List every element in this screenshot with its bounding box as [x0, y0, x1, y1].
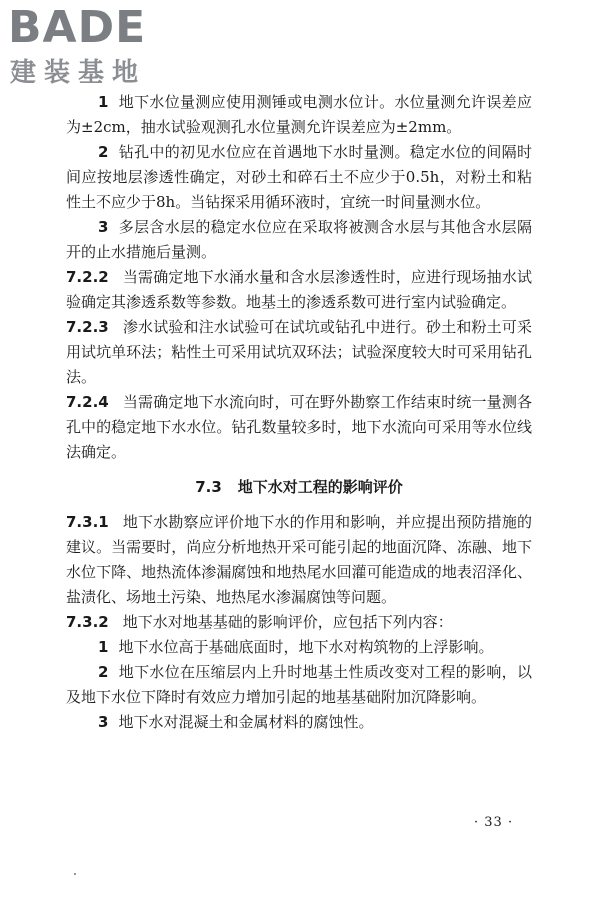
logo-subtitle: 建装基地: [10, 58, 147, 88]
item-number: 1: [98, 93, 109, 111]
document-body: [66, 90, 532, 735]
clause-paragraph: [66, 510, 532, 610]
bade-logo: [8, 4, 180, 90]
section-heading: [66, 475, 532, 500]
clause-text: 当需确定地下水涌水量和含水层渗透性时，应进行现场抽水试验确定其渗透系数等参数。地基土的渗透系数可进行室内试验确定。: [66, 268, 532, 311]
clause-text: 地下水勘察应评价地下水的作用和影响，并应提出预防措施的建议。当需要时，尚应分析地热开采可能引起的地面沉降、冻融、地下水位下降、地热流体渗漏腐蚀和地热尾水回灌可能造成的地表沼泽化、盐渍化、场地土污染、地热尾水渗漏腐蚀等问题。: [66, 513, 532, 606]
clause-paragraph: [66, 315, 532, 390]
item-paragraph: [66, 710, 532, 735]
item-paragraph: [66, 635, 532, 660]
item-number: 2: [98, 663, 109, 681]
clause-paragraph: [66, 610, 532, 635]
item-number: 3: [98, 713, 109, 731]
section-number: 7.3: [195, 478, 222, 496]
item-paragraph: [66, 90, 532, 140]
item-paragraph: [66, 660, 532, 710]
item-text: 多层含水层的稳定水位应在采取将被测含水层与其他含水层隔开的止水措施后量测。: [66, 218, 532, 261]
clause-number: 7.2.3: [66, 318, 109, 336]
item-text: 地下水位在压缩层内上升时地基土性质改变对工程的影响，以及地下水位下降时有效应力增加引起的地基基础附加沉降影响。: [66, 663, 532, 706]
item-text: 地下水对混凝土和金属材料的腐蚀性。: [118, 713, 374, 731]
item-paragraph: [66, 215, 532, 265]
clause-paragraph: [66, 265, 532, 315]
scan-speck: [74, 873, 76, 875]
clause-text: 当需确定地下水流向时，可在野外勘察工作结束时统一量测各孔中的稳定地下水水位。钻孔数量较多时，地下水流向可采用等水位线法确定。: [66, 393, 532, 461]
page-number: · 33 ·: [474, 815, 514, 830]
clause-number: 7.3.2: [66, 613, 109, 631]
item-paragraph: [66, 140, 532, 215]
logo-brand: BADE: [8, 2, 147, 53]
clause-paragraph: [66, 390, 532, 465]
clause-number: 7.3.1: [66, 513, 109, 531]
item-text: 地下水位量测应使用测锤或电测水位计。水位量测允许误差应为±2cm，抽水试验观测孔水位量测允许误差应为±2mm。: [66, 93, 532, 136]
item-text: 钻孔中的初见水位应在首遇地下水时量测。稳定水位的间隔时间应按地层渗透性确定，对砂土和碎石土不应少于0.5h，对粉土和粘性土不应少于8h。当钻探采用循环液时，宜统一时间量测水位。: [66, 143, 532, 211]
item-number: 2: [98, 143, 109, 161]
clause-text: 地下水对地基基础的影响评价，应包括下列内容：: [122, 613, 453, 631]
item-number: 1: [98, 638, 109, 656]
item-number: 3: [98, 218, 109, 236]
section-title: 地下水对工程的影响评价: [237, 478, 403, 496]
clause-number: 7.2.2: [66, 268, 109, 286]
item-text: 地下水位高于基础底面时，地下水对构筑物的上浮影响。: [118, 638, 494, 656]
clause-text: 渗水试验和注水试验可在试坑或钻孔中进行。砂土和粉土可采用试坑单环法；粘性土可采用试坑双环法；试验深度较大时可采用钻孔法。: [66, 318, 532, 386]
clause-number: 7.2.4: [66, 393, 109, 411]
